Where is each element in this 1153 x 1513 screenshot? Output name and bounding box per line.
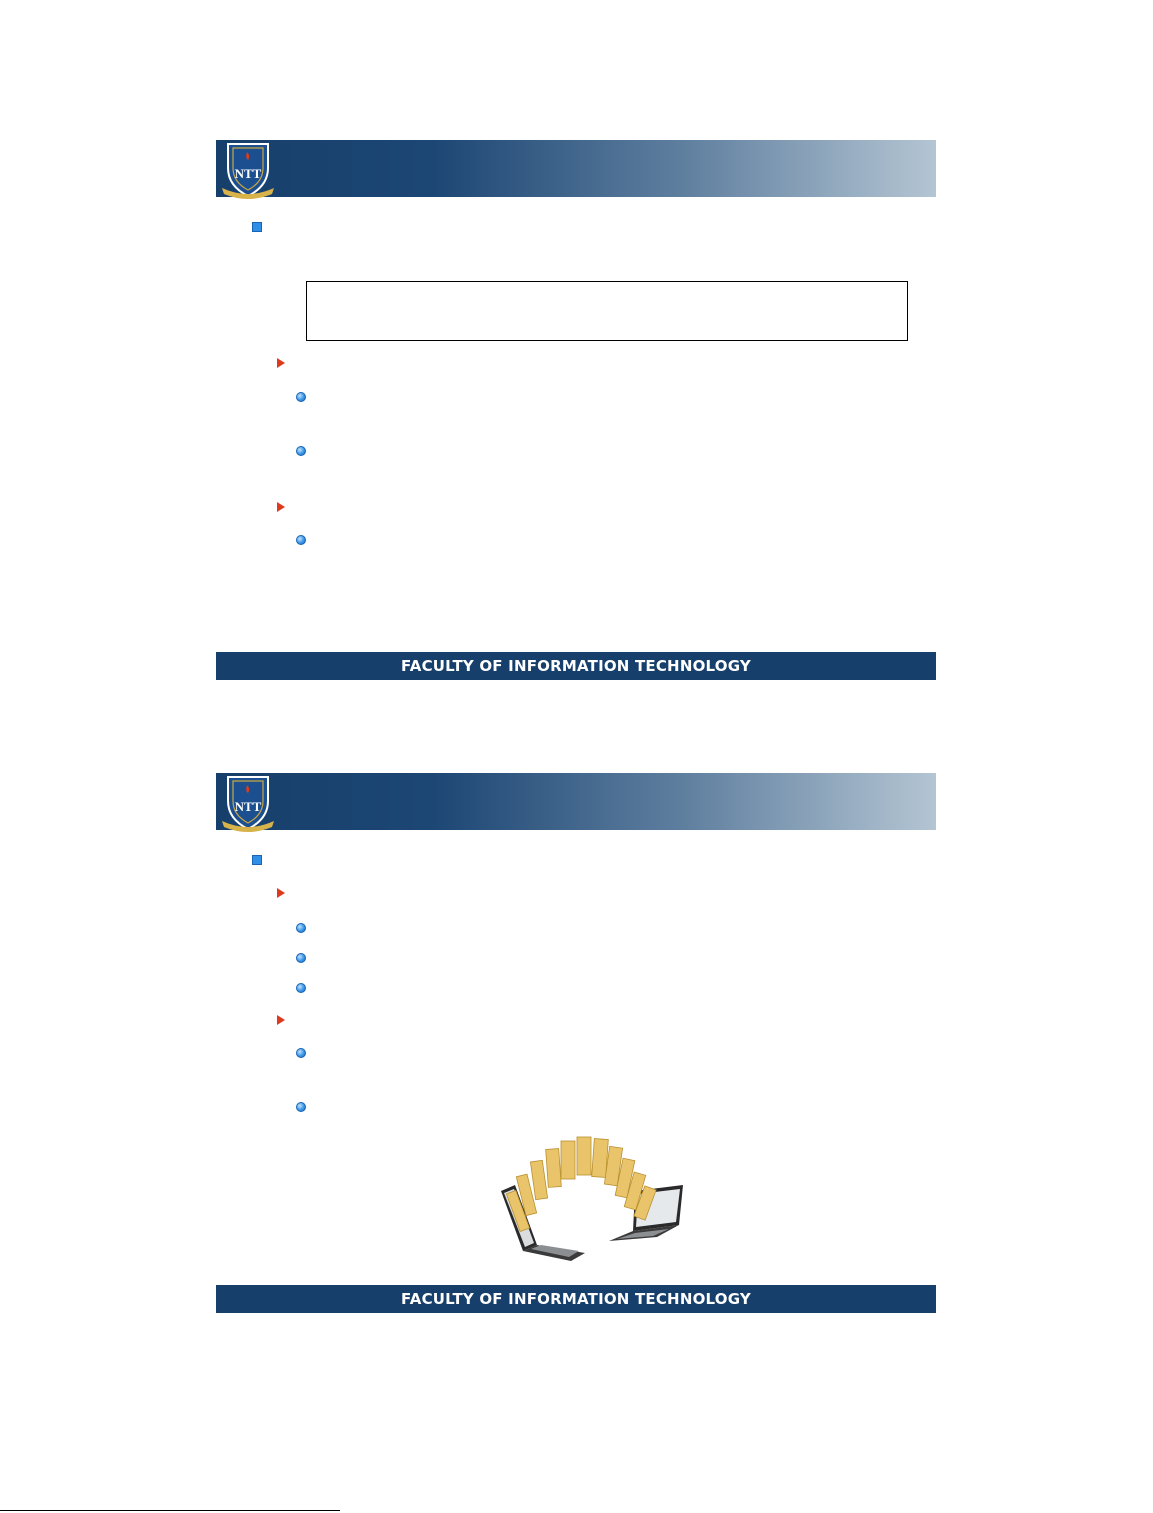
level2-bullet-icon — [277, 358, 285, 368]
level3-bullet-icon — [296, 983, 306, 993]
level3-bullet-icon — [296, 953, 306, 963]
level2-bullet-icon — [277, 502, 285, 512]
footnote-rule — [0, 1510, 340, 1511]
slide-footer — [216, 1285, 936, 1313]
level2-bullet-icon — [277, 888, 285, 898]
level3-bullet-icon — [296, 923, 306, 933]
level3-bullet-icon — [296, 535, 306, 545]
level3-bullet-icon — [296, 392, 306, 402]
university-logo — [216, 771, 280, 835]
svg-text:NTT: NTT — [234, 166, 262, 181]
level2-bullet-icon — [277, 1015, 285, 1025]
slide-header-band — [216, 773, 936, 830]
footer-label: FACULTY OF INFORMATION TECHNOLOGY — [401, 1290, 751, 1308]
level3-bullet-icon — [296, 446, 306, 456]
university-logo — [216, 138, 280, 202]
svg-text:NTT: NTT — [234, 799, 262, 814]
level1-bullet-icon — [252, 855, 262, 865]
slide-footer — [216, 652, 936, 680]
level3-bullet-icon — [296, 1048, 306, 1058]
slide-header-band — [216, 140, 936, 197]
level3-bullet-icon — [296, 1102, 306, 1112]
footer-label: FACULTY OF INFORMATION TECHNOLOGY — [401, 657, 751, 675]
level1-bullet-icon — [252, 222, 262, 232]
file-transfer-illustration — [497, 1133, 685, 1263]
framed-text-box — [306, 281, 908, 341]
